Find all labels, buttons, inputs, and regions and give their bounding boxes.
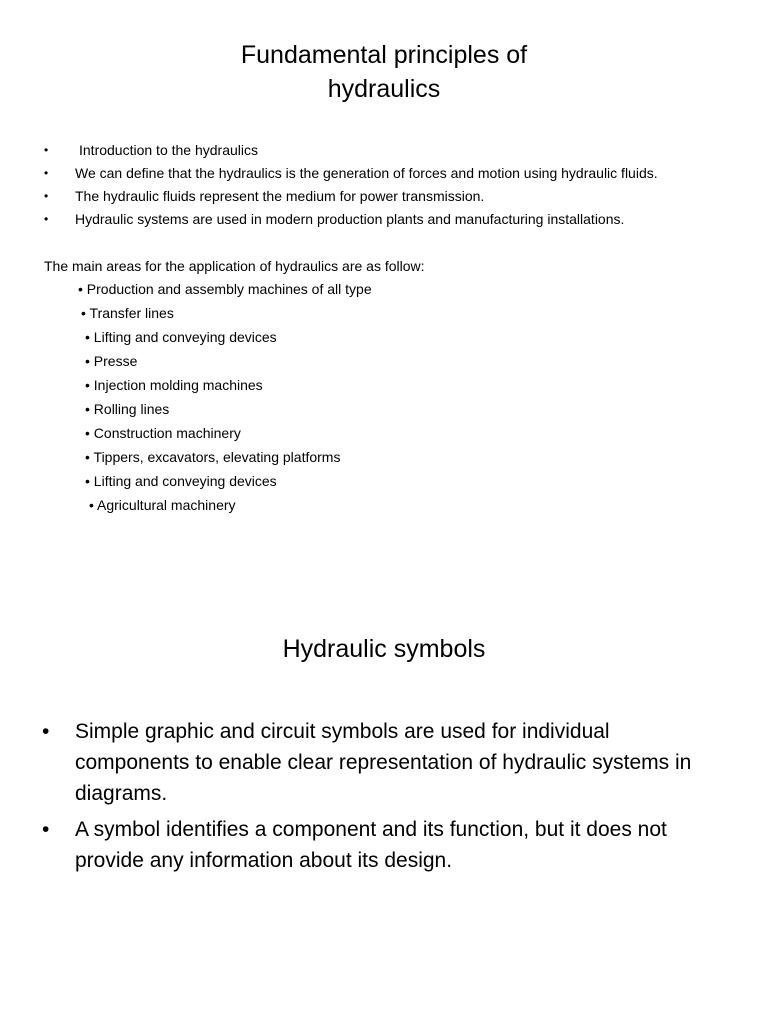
application-area-item: • Agricultural machinery [89,497,236,513]
symbols-bullet-list [42,716,722,881]
intro-bullet-text: The hydraulic fluids represent the medium for power transmission. [75,188,485,204]
intro-bullet-list [44,140,724,232]
bullet-icon: • [44,143,49,157]
areas-heading: The main areas for the application of hydraulics are as follow: [44,258,425,274]
application-area-item: • Rolling lines [85,401,170,417]
application-area-item: • Presse [85,353,138,369]
application-area-item: • Lifting and conveying devices [85,329,277,345]
symbols-bullet-item [42,716,722,809]
intro-bullet-item [44,140,724,160]
intro-bullet-item [44,186,724,206]
application-area-item: • Tippers, excavators, elevating platforms [85,449,341,465]
intro-bullet-text: Hydraulic systems are used in modern production plants and manufacturing installations. [75,211,625,227]
page-title-line-2: hydraulics [327,75,441,103]
intro-bullet-text: We can define that the hydraulics is the generation of forces and motion using hydraulic fluids. [75,165,658,181]
application-area-item: • Transfer lines [81,305,174,321]
section-title: Hydraulic symbols [282,635,486,663]
application-area-item: • Production and assembly machines of all type [78,281,372,297]
symbols-bullet-item [42,814,722,876]
bullet-icon: • [42,818,50,841]
bullet-icon: • [44,212,49,226]
bullet-icon: • [42,720,50,743]
intro-bullet-text: Introduction to the hydraulics [79,142,258,158]
page-title [0,38,768,106]
symbols-bullet-text: Simple graphic and circuit symbols are used for individual components to enable clear representation of hydraulic systems in diagrams. [75,720,692,805]
application-area-item: • Construction machinery [85,425,241,441]
intro-bullet-item [44,209,724,229]
bullet-icon: • [44,166,49,180]
application-area-item: • Injection molding machines [85,377,263,393]
intro-bullet-item [44,163,724,183]
bullet-icon: • [44,189,49,203]
symbols-bullet-text: A symbol identifies a component and its function, but it does not provide any information about its design. [75,818,667,872]
page-title-line-1: Fundamental principles of [240,41,528,69]
application-area-item: • Lifting and conveying devices [85,473,277,489]
